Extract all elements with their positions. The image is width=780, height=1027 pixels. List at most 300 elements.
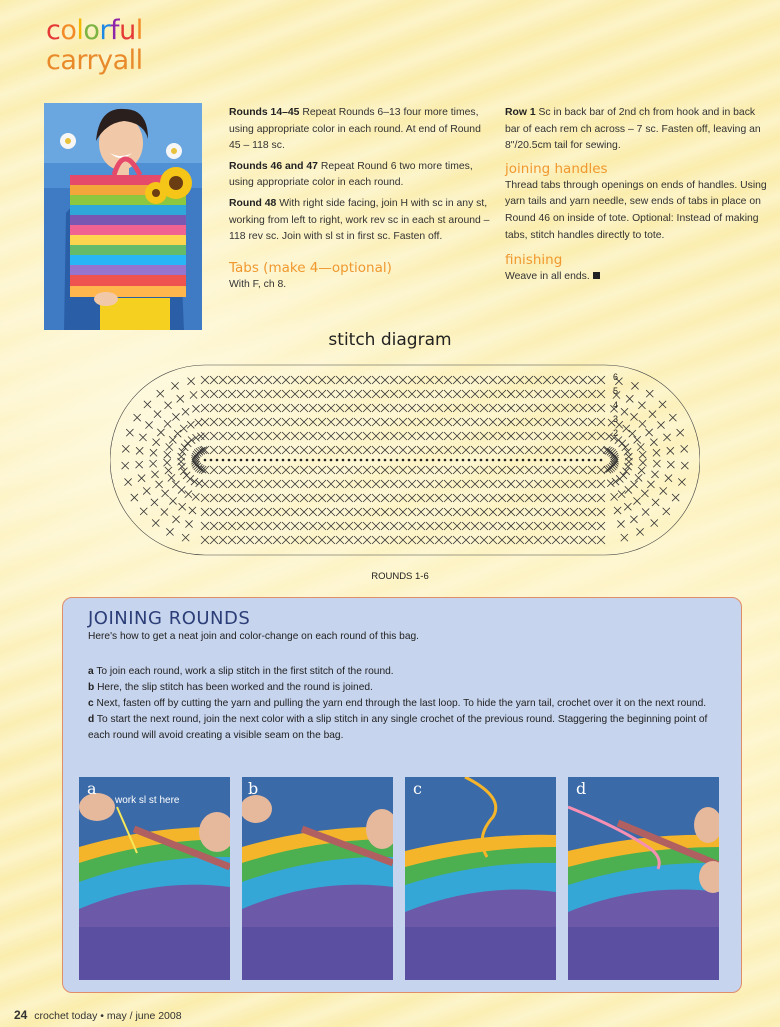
paragraph-rounds-46-47 <box>229 159 494 192</box>
stitch-x <box>169 436 176 443</box>
stitch-x <box>237 536 245 544</box>
stitch-x <box>534 446 542 454</box>
chain-dot <box>270 459 273 462</box>
stitch-x <box>597 390 605 398</box>
stitch-x <box>255 466 263 474</box>
stitch-x <box>399 508 407 516</box>
stitch-x <box>444 522 452 530</box>
stitch-x <box>210 508 218 516</box>
finishing-text-line <box>505 269 767 286</box>
stitch-x <box>172 516 179 523</box>
stitch-x <box>471 536 479 544</box>
chain-dot <box>474 459 477 462</box>
stitch-x <box>426 522 434 530</box>
stitch-x <box>588 508 596 516</box>
stitch-x <box>363 466 371 474</box>
stitch-x <box>140 508 147 515</box>
page-number: 24 <box>14 1008 28 1022</box>
stitch-x <box>381 446 389 454</box>
stitch-x <box>579 376 587 384</box>
stitch-x <box>282 390 290 398</box>
stitch-x <box>291 446 299 454</box>
step-c-letter: c <box>88 698 94 709</box>
stitch-x <box>408 536 416 544</box>
stitch-x <box>534 432 542 440</box>
chain-dot <box>366 459 369 462</box>
stitch-x <box>561 376 569 384</box>
stitch-x <box>354 522 362 530</box>
stitch-x <box>318 466 326 474</box>
stitch-x <box>237 446 245 454</box>
stitch-x <box>534 480 542 488</box>
stitch-x <box>363 390 371 398</box>
chain-dot <box>420 459 423 462</box>
stitch-x <box>172 413 179 420</box>
stitch-x <box>597 432 605 440</box>
stitch-x <box>471 522 479 530</box>
stitch-x <box>525 466 533 474</box>
stitch-x <box>579 480 587 488</box>
stitch-x <box>237 418 245 426</box>
stitch-x <box>399 446 407 454</box>
stitch-x <box>444 432 452 440</box>
stitch-x <box>228 480 236 488</box>
stitch-x <box>219 432 227 440</box>
stitch-x <box>273 418 281 426</box>
stitch-x <box>570 390 578 398</box>
stitch-x <box>498 446 506 454</box>
stitch-x <box>534 418 542 426</box>
stitch-x <box>273 494 281 502</box>
stitch-x <box>417 494 425 502</box>
stitch-x <box>246 446 254 454</box>
stitch-x <box>300 494 308 502</box>
stitch-x <box>570 446 578 454</box>
stitch-x <box>300 404 308 412</box>
stitch-x <box>543 390 551 398</box>
stitch-x <box>219 522 227 530</box>
stitch-x <box>516 404 524 412</box>
stitch-x <box>169 497 176 504</box>
stitch-x <box>363 508 371 516</box>
stitch-x <box>201 390 209 398</box>
paragraph-rounds-14-45 <box>229 105 494 155</box>
stitch-x <box>507 494 515 502</box>
stitch-x <box>237 376 245 384</box>
stitch-x <box>408 432 416 440</box>
stitch-x <box>363 536 371 544</box>
stitch-x <box>453 480 461 488</box>
stitch-x <box>354 536 362 544</box>
chain-dot <box>216 459 219 462</box>
stitch-x <box>399 390 407 398</box>
stitch-x <box>318 390 326 398</box>
stitch-x <box>354 404 362 412</box>
chain-dot <box>300 459 303 462</box>
stitch-x <box>336 508 344 516</box>
stitch-x <box>462 480 470 488</box>
stitch-x <box>255 508 263 516</box>
stitch-x <box>210 432 218 440</box>
stitch-x <box>489 418 497 426</box>
stitch-x <box>426 466 434 474</box>
stitch-x <box>444 536 452 544</box>
stitch-x <box>534 522 542 530</box>
stitch-x <box>201 508 209 516</box>
stitch-x <box>435 404 443 412</box>
stitch-x <box>636 528 643 535</box>
stitch-x <box>327 536 335 544</box>
stitch-x <box>525 508 533 516</box>
stitch-x <box>630 516 637 523</box>
stitch-x <box>498 418 506 426</box>
stitch-x <box>453 466 461 474</box>
stitch-x <box>626 395 633 402</box>
model-photo <box>44 103 202 330</box>
stitch-x <box>228 418 236 426</box>
stitch-x <box>318 376 326 384</box>
stitch-x <box>399 480 407 488</box>
stitch-x <box>201 522 209 530</box>
stitch-x <box>354 466 362 474</box>
stitch-x <box>390 432 398 440</box>
stitch-x <box>399 522 407 530</box>
stitch-x <box>561 480 569 488</box>
stitch-x <box>155 481 162 488</box>
stitch-x <box>399 404 407 412</box>
stitch-x <box>390 404 398 412</box>
photo-d-letter: d <box>576 779 587 798</box>
stitch-x <box>282 446 290 454</box>
stitch-x <box>318 446 326 454</box>
stitch-x <box>354 480 362 488</box>
stitch-x <box>282 376 290 384</box>
stitch-x <box>588 446 596 454</box>
stitch-x <box>157 390 164 397</box>
stitch-x <box>606 433 613 440</box>
stitch-x <box>363 494 371 502</box>
chain-dot <box>510 459 513 462</box>
stitch-x <box>390 494 398 502</box>
stitch-x <box>570 480 578 488</box>
chain-dot <box>264 459 267 462</box>
chain-dot <box>288 459 291 462</box>
stitch-x <box>136 447 143 454</box>
stitch-x <box>426 480 434 488</box>
chain-dot <box>588 459 591 462</box>
stitch-x <box>579 418 587 426</box>
stitch-x <box>161 508 168 515</box>
stitch-x <box>273 480 281 488</box>
stitch-x <box>570 536 578 544</box>
stitch-x <box>228 390 236 398</box>
stitch-x <box>372 466 380 474</box>
stitch-x <box>417 466 425 474</box>
stitch-x <box>663 508 670 515</box>
stitch-x <box>597 376 605 384</box>
stitch-x <box>327 404 335 412</box>
stitch-x <box>543 466 551 474</box>
stitch-x <box>124 478 131 485</box>
stitch-x <box>309 494 317 502</box>
stitch-x <box>255 446 263 454</box>
text-row-1: Sc in back bar of 2nd ch from hook and in back bar of each rem ch across – 7 sc. Fasten off, leaving an 8"/20.5cm tail for sewing. <box>505 107 761 152</box>
stitch-x <box>219 494 227 502</box>
stitch-x <box>264 404 272 412</box>
end-square-icon <box>593 272 600 279</box>
stitch-x <box>318 508 326 516</box>
stitch-x <box>570 404 578 412</box>
chain-dot <box>330 459 333 462</box>
tabs-heading: Tabs (make 4—optional) <box>229 259 392 276</box>
stitch-x <box>408 466 416 474</box>
stitch-x <box>166 528 173 535</box>
photo-a-caption: work sl st here <box>115 795 180 806</box>
stitch-x <box>453 446 461 454</box>
chain-dot <box>504 459 507 462</box>
stitch-x <box>645 429 652 436</box>
stitch-x <box>552 390 560 398</box>
chain-dot <box>354 459 357 462</box>
stitch-x <box>618 491 625 498</box>
stitch-x <box>637 443 644 450</box>
stitch-x <box>444 404 452 412</box>
chain-dot <box>294 459 297 462</box>
stitch-x <box>498 536 506 544</box>
footer-bullet: • <box>100 1010 104 1022</box>
stitch-x <box>667 447 674 454</box>
stitch-x <box>372 508 380 516</box>
stitch-x <box>561 508 569 516</box>
stitch-x <box>399 432 407 440</box>
stitch-x <box>145 421 152 428</box>
stitch-x <box>652 499 659 506</box>
title-letter: f <box>110 15 120 46</box>
stitch-x <box>363 418 371 426</box>
chain-dot <box>258 459 261 462</box>
stitch-x <box>282 480 290 488</box>
stitch-x <box>372 404 380 412</box>
stitch-x <box>552 404 560 412</box>
stitch-x <box>354 390 362 398</box>
title-line-1 <box>46 16 143 46</box>
stitch-x <box>507 404 515 412</box>
text-rounds-14-45: Repeat Rounds 6–13 four more times, using appropriate color in each round. At end of Round 45 – 118 sc. <box>229 107 481 152</box>
stitch-x <box>273 390 281 398</box>
stitch-x <box>363 480 371 488</box>
stitch-x <box>516 480 524 488</box>
stitch-x <box>561 466 569 474</box>
stitch-x <box>489 404 497 412</box>
stitch-x <box>345 418 353 426</box>
stitch-x <box>327 446 335 454</box>
stitch-x <box>336 466 344 474</box>
stitch-x <box>300 390 308 398</box>
stitch-x <box>327 522 335 530</box>
joining-handles-heading: joining handles <box>505 160 608 177</box>
stitch-x <box>646 390 653 397</box>
stitch-x <box>219 404 227 412</box>
stitch-x <box>552 432 560 440</box>
stitch-x <box>336 404 344 412</box>
stitch-x <box>649 411 656 418</box>
chain-dot <box>210 459 213 462</box>
stitch-x <box>210 480 218 488</box>
stitch-x <box>219 446 227 454</box>
stitch-x <box>345 466 353 474</box>
stitch-x <box>616 475 623 482</box>
stitch-x <box>336 418 344 426</box>
stitch-x <box>462 376 470 384</box>
stitch-x <box>363 446 371 454</box>
stitch-x <box>309 376 317 384</box>
stitch-x <box>185 520 192 527</box>
step-b-letter: b <box>88 682 95 693</box>
rounds-label: ROUNDS 1-6 <box>371 571 429 582</box>
stitch-x <box>151 499 158 506</box>
chain-dot <box>570 459 573 462</box>
stitch-x <box>372 494 380 502</box>
stitch-x <box>264 390 272 398</box>
chain-dot <box>336 459 339 462</box>
stitch-x <box>681 462 688 469</box>
stitch-x <box>282 522 290 530</box>
stitch-x <box>498 494 506 502</box>
stitch-x <box>561 404 569 412</box>
stitch-x <box>570 466 578 474</box>
stitch-x <box>318 494 326 502</box>
stitch-x <box>345 432 353 440</box>
stitch-x <box>579 508 587 516</box>
stitch-x <box>561 432 569 440</box>
stitch-x <box>435 432 443 440</box>
stitch-x <box>639 451 646 458</box>
stitch-x <box>291 494 299 502</box>
stitch-x <box>291 508 299 516</box>
stitch-x <box>543 404 551 412</box>
chain-dot <box>390 459 393 462</box>
stitch-x <box>300 418 308 426</box>
stitch-x <box>471 418 479 426</box>
stitch-x <box>507 466 515 474</box>
stitch-x <box>309 480 317 488</box>
stitch-x <box>138 475 145 482</box>
stitch-x <box>498 376 506 384</box>
stitch-x <box>291 480 299 488</box>
chain-dot <box>438 459 441 462</box>
stitch-x <box>633 497 640 504</box>
stitch-x <box>426 376 434 384</box>
stitch-x <box>372 446 380 454</box>
stitch-x <box>417 432 425 440</box>
chain-dot <box>456 459 459 462</box>
stitch-x <box>246 390 254 398</box>
stitch-x <box>150 460 157 467</box>
stitch-x <box>471 404 479 412</box>
stitch-x <box>579 390 587 398</box>
column-1 <box>229 105 494 293</box>
stitch-x <box>677 429 684 436</box>
stitch-x <box>570 494 578 502</box>
stitch-x <box>143 487 150 494</box>
stitch-x <box>179 503 186 510</box>
stitch-x <box>525 390 533 398</box>
stitch-x <box>300 446 308 454</box>
stitch-x <box>134 414 141 421</box>
chain-dot <box>276 459 279 462</box>
stitch-x <box>363 432 371 440</box>
stitch-x <box>168 474 175 481</box>
stitch-x <box>543 446 551 454</box>
round-number-label: 3 <box>613 414 619 424</box>
stitch-x <box>255 522 263 530</box>
stitch-x <box>309 522 317 530</box>
chain-dot <box>528 459 531 462</box>
stitch-x <box>489 508 497 516</box>
stitch-x <box>309 404 317 412</box>
stitch-x <box>399 466 407 474</box>
stitch-x <box>237 432 245 440</box>
stitch-x <box>480 536 488 544</box>
stitch-x <box>480 404 488 412</box>
stitch-x <box>426 418 434 426</box>
stitch-x <box>399 376 407 384</box>
chain-dot <box>522 459 525 462</box>
stitch-x <box>246 418 254 426</box>
stitch-x <box>372 432 380 440</box>
stitch-x <box>570 522 578 530</box>
stitch-x <box>480 466 488 474</box>
stitch-x <box>152 519 159 526</box>
stitch-x <box>282 418 290 426</box>
stitch-x <box>381 466 389 474</box>
stitch-x <box>372 480 380 488</box>
stitch-x <box>507 376 515 384</box>
issue-date: may / june 2008 <box>106 1010 182 1022</box>
stitch-x <box>300 466 308 474</box>
stitch-x <box>345 480 353 488</box>
page-title <box>46 16 143 76</box>
chain-dot <box>222 459 225 462</box>
stitch-x <box>273 522 281 530</box>
title-letter: o <box>60 15 77 46</box>
stitch-x <box>597 522 605 530</box>
chain-dot <box>564 459 567 462</box>
stitch-x <box>444 480 452 488</box>
step-b <box>88 680 720 696</box>
stitch-x <box>246 494 254 502</box>
chain-dot <box>312 459 315 462</box>
stitch-x <box>345 446 353 454</box>
stitch-x <box>552 536 560 544</box>
text-rounds-46-47: Repeat Round 6 two more times, using appropriate color in each round. <box>229 160 473 189</box>
finishing-heading: finishing <box>505 252 563 269</box>
stitch-x <box>264 418 272 426</box>
stitch-x <box>507 536 515 544</box>
chain-dot <box>348 459 351 462</box>
stitch-x <box>122 462 129 469</box>
stitch-x <box>300 376 308 384</box>
photo-panel-a <box>79 777 230 980</box>
stitch-x <box>237 480 245 488</box>
magazine-name: crochet today <box>34 1010 98 1022</box>
stitch-x <box>408 404 416 412</box>
stitch-x <box>426 390 434 398</box>
step-c <box>88 696 720 712</box>
stitch-x <box>480 480 488 488</box>
stitch-x <box>516 390 524 398</box>
stitch-x <box>534 536 542 544</box>
